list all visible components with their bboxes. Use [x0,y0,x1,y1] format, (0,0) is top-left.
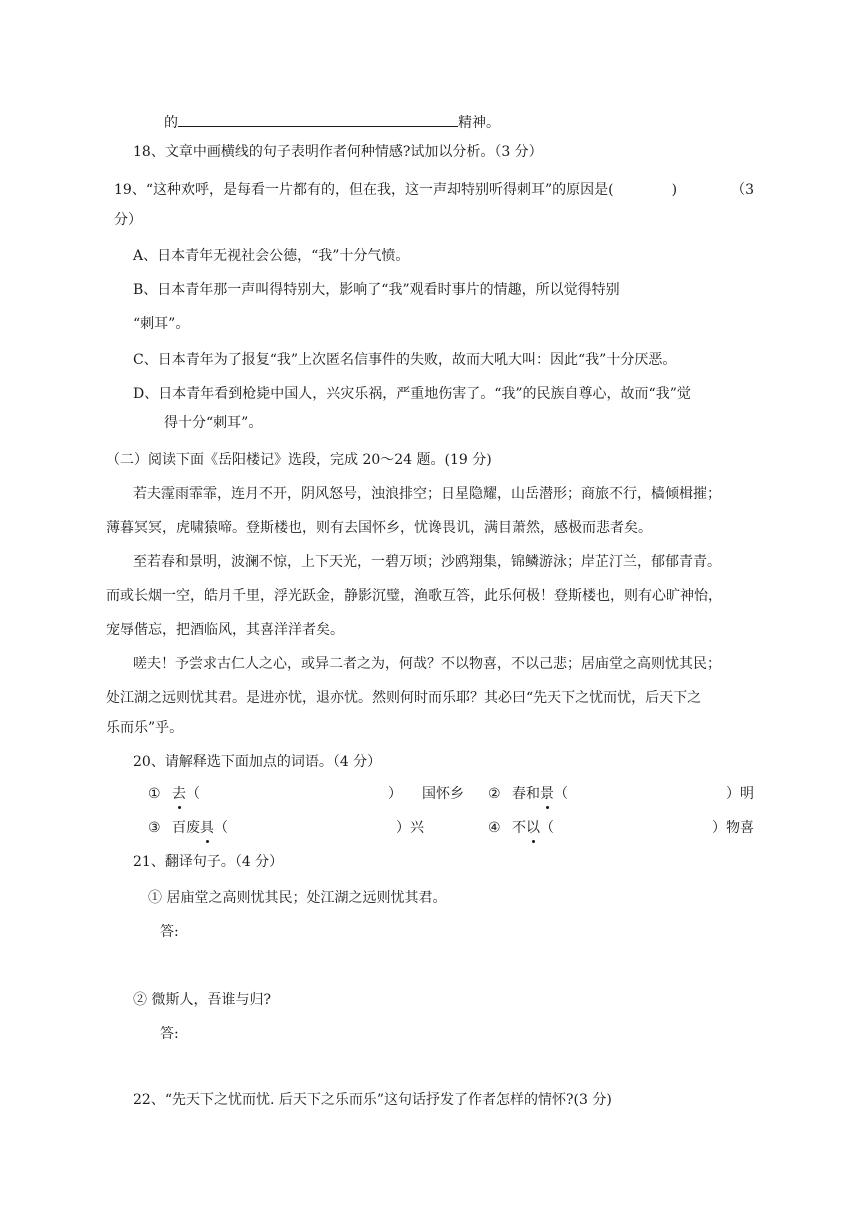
answer-paren-close: ) [671,182,678,198]
option-d-line2: 得十分“刺耳”。 [164,415,263,431]
fill-in-suffix: 精神。 [458,115,500,131]
passage-p2-line2: 而或长烟一空，皓月千里，浮光跃金，静影沉璧，渔歌互答，此乐何极！登斯楼也，则有心旷神怡， [106,588,722,604]
q20-item4-answer-space[interactable] [558,818,708,838]
option-b-line1: B、日本青年那一声叫得特别大，影响了“我”观看时事片的情趣，所以觉得特别 [133,282,620,298]
question-19-line1 [114,180,754,200]
q20-item2-dotted-word: 景 [540,786,554,802]
q20-item2-paren-open: （ [554,786,568,802]
q20-item3-answer-space[interactable] [232,818,392,838]
option-c: C、日本青年为了报复“我”上次匿名信事件的失败，故而大吼大叫：因此“我”十分厌恶。 [133,352,677,368]
question-21: 21、翻译句子。（4 分） [133,854,284,870]
fill-in-line [164,110,500,130]
q20-item2-paren-close: ） [726,786,740,802]
question-20: 20、请解释选下面加点的词语。（4 分） [133,754,382,770]
q20-item4-dotted-word: 以 [526,820,540,836]
question-22: 22、“先天下之忧而忧. 后天下之乐而乐”这句话抒发了作者怎样的情怀?(3 分) [133,1092,612,1108]
passage-p3-line1: 嗟夫！予尝求古仁人之心，或异二者之为，何哉？不以物喜，不以己悲；居庙堂之高则忧其民； [133,656,721,672]
q20-item1-paren-open: （ [186,786,200,802]
q20-item1-dotted-word: 去 [172,786,186,802]
q20-item2-answer-space[interactable] [572,784,722,804]
option-a: A、日本青年无视社会公德，“我”十分气愤。 [133,248,410,264]
question-21-sentence2: ② 微斯人，吾谁与归? [133,992,271,1008]
q20-item1-number: ① [148,786,161,802]
q20-item4-rest: 物喜 [726,820,754,836]
q20-item2-pre: 春和 [512,786,540,802]
question-19-text: 19、“这种欢呼，是每看一片都有的，但在我，这一声却特别听得刺耳”的原因是( [114,182,614,198]
q20-item3-dotted-word: 具 [200,820,214,836]
q20-item3-number: ③ [148,820,161,836]
answer-blank[interactable] [178,110,458,127]
q20-item1-paren-close: ） [388,786,402,802]
q20-item4-paren-open: （ [540,820,554,836]
q20-item3-paren-close: ） [396,820,410,836]
q20-item3-paren-open: （ [214,820,228,836]
q20-item2-rest: 明 [740,786,754,802]
question-21-answer2-label: 答: [160,1026,179,1042]
q20-item3-pre: 百废 [172,820,200,836]
q20-item1-answer-space[interactable] [204,784,384,804]
question-21-answer2-area[interactable] [200,1022,750,1082]
question-21-sentence1: ① 居庙堂之高则忧其民；处江湖之远则忧其君。 [148,890,447,906]
q20-item4-paren-close: ） [712,820,726,836]
question-19-line2: 分） [114,212,142,228]
q20-item3-rest: 兴 [410,820,424,836]
q20-item4-number: ④ [488,820,501,836]
question-19-score: （3 [731,182,754,198]
section-2-heading: （二）阅读下面《岳阳楼记》选段，完成 20～24 题。(19 分) [106,452,492,468]
question-21-answer1-label: 答: [160,924,179,940]
q20-item2-number: ② [488,786,501,802]
q20-item1-rest: 国怀乡 [422,786,464,802]
q20-item4-pre: 不 [512,820,526,836]
option-d-line1: D、日本青年看到枪毙中国人，兴灾乐祸，严重地伤害了。“我”的民族自尊心，故而“我”觉 [133,386,691,402]
question-21-answer1-area[interactable] [200,920,750,980]
option-b-line2: “刺耳”。 [133,316,190,332]
passage-p2-line3: 宠辱偕忘，把酒临风，其喜洋洋者矣。 [106,622,344,638]
passage-p2-line1: 至若春和景明，波澜不惊，上下天光，一碧万顷；沙鸥翔集，锦鳞游泳；岸芷汀兰，郁郁青青。 [133,554,721,570]
fill-in-prefix: 的 [164,115,178,131]
passage-p1-line1: 若夫霪雨霏霏，连月不开，阴风怒号，浊浪排空；日星隐耀，山岳潜形；商旅不行，樯倾楫摧； [133,486,721,502]
passage-p1-line2: 薄暮冥冥，虎啸猿啼。登斯楼也，则有去国怀乡，忧谗畏讥，满目萧然，感极而悲者矣。 [106,520,652,536]
question-18: 18、文章中画横线的句子表明作者何种情感?试加以分析。（3 分） [133,144,543,160]
passage-p3-line2: 处江湖之远则忧其君。是进亦忧，退亦忧。然则何时而乐耶？其必曰“先天下之忧而忧，后天下之 [106,690,702,706]
passage-p3-line3: 乐而乐”乎。 [106,720,184,736]
